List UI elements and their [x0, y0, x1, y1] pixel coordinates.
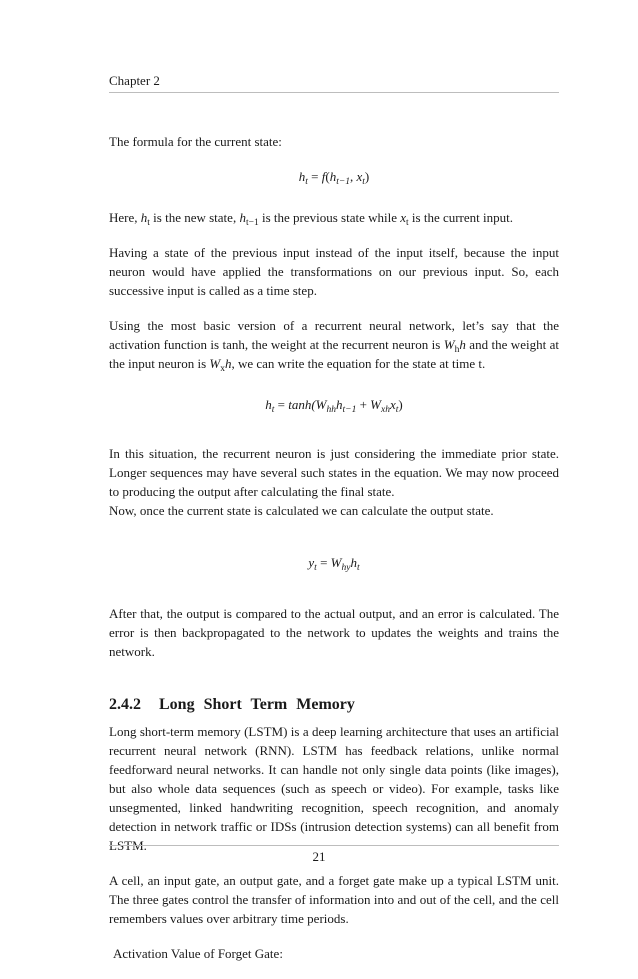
- section-heading: [109, 695, 559, 714]
- paragraph-state: Having a state of the previous input instead of the input itself, because the input neuron would have applied the transformations on our previous input. So, each successive input is called as a time step.: [109, 245, 559, 298]
- equation-tanh-state: $h_t = \tanh(W_{hh}h_{t-1} + W_{xh}x_t)$: [265, 397, 403, 415]
- paragraph-situation: In this situation, the recurrent neuron is just considering the immediate prior state. Longer sequences may have several such states in the equation. We may now proceed to producing the output after calculating the final state. Now, once the current state is calculated we can calculate the output state.: [109, 446, 559, 518]
- paragraph-here: Here, $h_t$ is the new state, $h_{t-1}$ is the previous state while $x_t$ is the current input.: [109, 210, 513, 228]
- equation-current-state: $h_t = f(h_{t-1}$, $x_t$): [298, 169, 370, 187]
- header-rule: [109, 92, 559, 93]
- paragraph-basic-rnn: Using the most basic version of a recurrent neural network, let’s say that the activation function is tanh, the weight at the recurrent neuron is $W_hh$ and the weight at the input neuron is $W_xh$, we can write the equation for the state at time t.: [109, 318, 559, 374]
- caption-forget-gate: Activation Value of Forget Gate:: [113, 946, 283, 961]
- equation-output: $y_t = W_{hy}h_t$: [308, 555, 360, 573]
- paragraph-lstm: Long short-term memory (LSTM) is a deep learning architecture that uses an artificial recurrent neural network (RNN). LSTM has feedback relations, unlike normal feedforward neural networks. It can handle not only single data points (like images), but also whole data sequences (such as speech or video). For example, tasks like unsegmented, linked handwriting recognition, speech recognition, and anomaly detection in network traffic or IDSs (intrusion detection systems) can all benefit from LSTM.: [109, 724, 559, 853]
- footer-rule: [109, 845, 559, 846]
- paragraph-cell: A cell, an input gate, an output gate, and a forget gate make up a typical LSTM unit. The three gates control the transfer of information into and out of the cell, and the cell remembers values over arbitrary time periods.: [109, 873, 559, 926]
- chapter-header: Chapter 2: [109, 73, 160, 88]
- page-number: 21: [312, 849, 326, 864]
- intro-text: The formula for the current state:: [109, 134, 282, 149]
- section-number: 2.4.2: [109, 696, 141, 713]
- section-title: Long Short Term Memory: [159, 696, 355, 713]
- paragraph-after: After that, the output is compared to the actual output, and an error is calculated. The error is then backpropagated to the network to updates the weights and trains the network.: [109, 606, 559, 659]
